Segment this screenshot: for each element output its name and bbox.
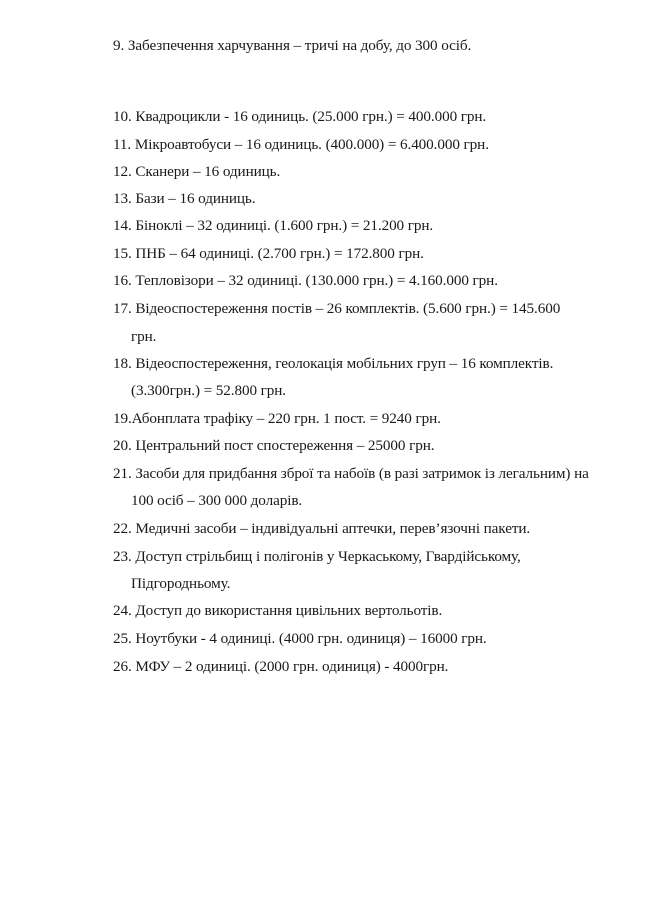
list-item-18-continuation: (3.300грн.) = 52.800 грн. xyxy=(131,382,287,399)
list-item-21: 21. Засоби для придбання зброї та набоїв (в разі затримок із легальним) на xyxy=(113,465,589,482)
list-item-22: 22. Медичні засоби – індивідуальні аптечки, перев’язочні пакети. xyxy=(113,520,531,537)
list-item-17-continuation: грн. xyxy=(131,328,157,345)
list-item-9: 9. Забезпечення харчування – тричі на добу, до 300 осіб. xyxy=(113,37,472,54)
list-item-12: 12. Сканери – 16 одиниць. xyxy=(113,163,281,180)
list-item-20: 20. Центральний пост спостереження – 25000 грн. xyxy=(113,437,435,454)
list-item-16: 16. Тепловізори – 32 одиниці. (130.000 грн.) = 4.160.000 грн. xyxy=(113,272,498,289)
list-item-23: 23. Доступ стрільбищ і полігонів у Черкаському, Гвардійському, xyxy=(113,548,521,565)
list-item-17: 17. Відеоспостереження постів – 26 комплектів. (5.600 грн.) = 145.600 xyxy=(113,300,561,317)
list-item-15: 15. ПНБ – 64 одиниці. (2.700 грн.) = 172.800 грн. xyxy=(113,245,424,262)
list-item-18: 18. Відеоспостереження, геолокація мобільних груп – 16 комплектів. xyxy=(113,355,554,372)
list-item-25: 25. Ноутбуки - 4 одиниці. (4000 грн. одиниця) – 16000 грн. xyxy=(113,630,487,647)
list-item-21-continuation: 100 осіб – 300 000 доларів. xyxy=(131,492,303,509)
list-item-13: 13. Бази – 16 одиниць. xyxy=(113,190,256,207)
list-item-19: 19.Абонплата трафіку – 220 грн. 1 пост. = 9240 грн. xyxy=(113,410,441,427)
list-item-26: 26. МФУ – 2 одиниці. (2000 грн. одиниця) - 4000грн. xyxy=(113,658,449,675)
list-item-11: 11. Мікроавтобуси – 16 одиниць. (400.000) = 6.400.000 грн. xyxy=(113,136,489,153)
list-item-24: 24. Доступ до використання цивільних вертольотів. xyxy=(113,602,443,619)
list-item-10: 10. Квадроцикли - 16 одиниць. (25.000 грн.) = 400.000 грн. xyxy=(113,108,487,125)
list-item-23-continuation: Підгородньому. xyxy=(131,575,231,592)
list-item-14: 14. Біноклі – 32 одиниці. (1.600 грн.) = 21.200 грн. xyxy=(113,217,434,234)
